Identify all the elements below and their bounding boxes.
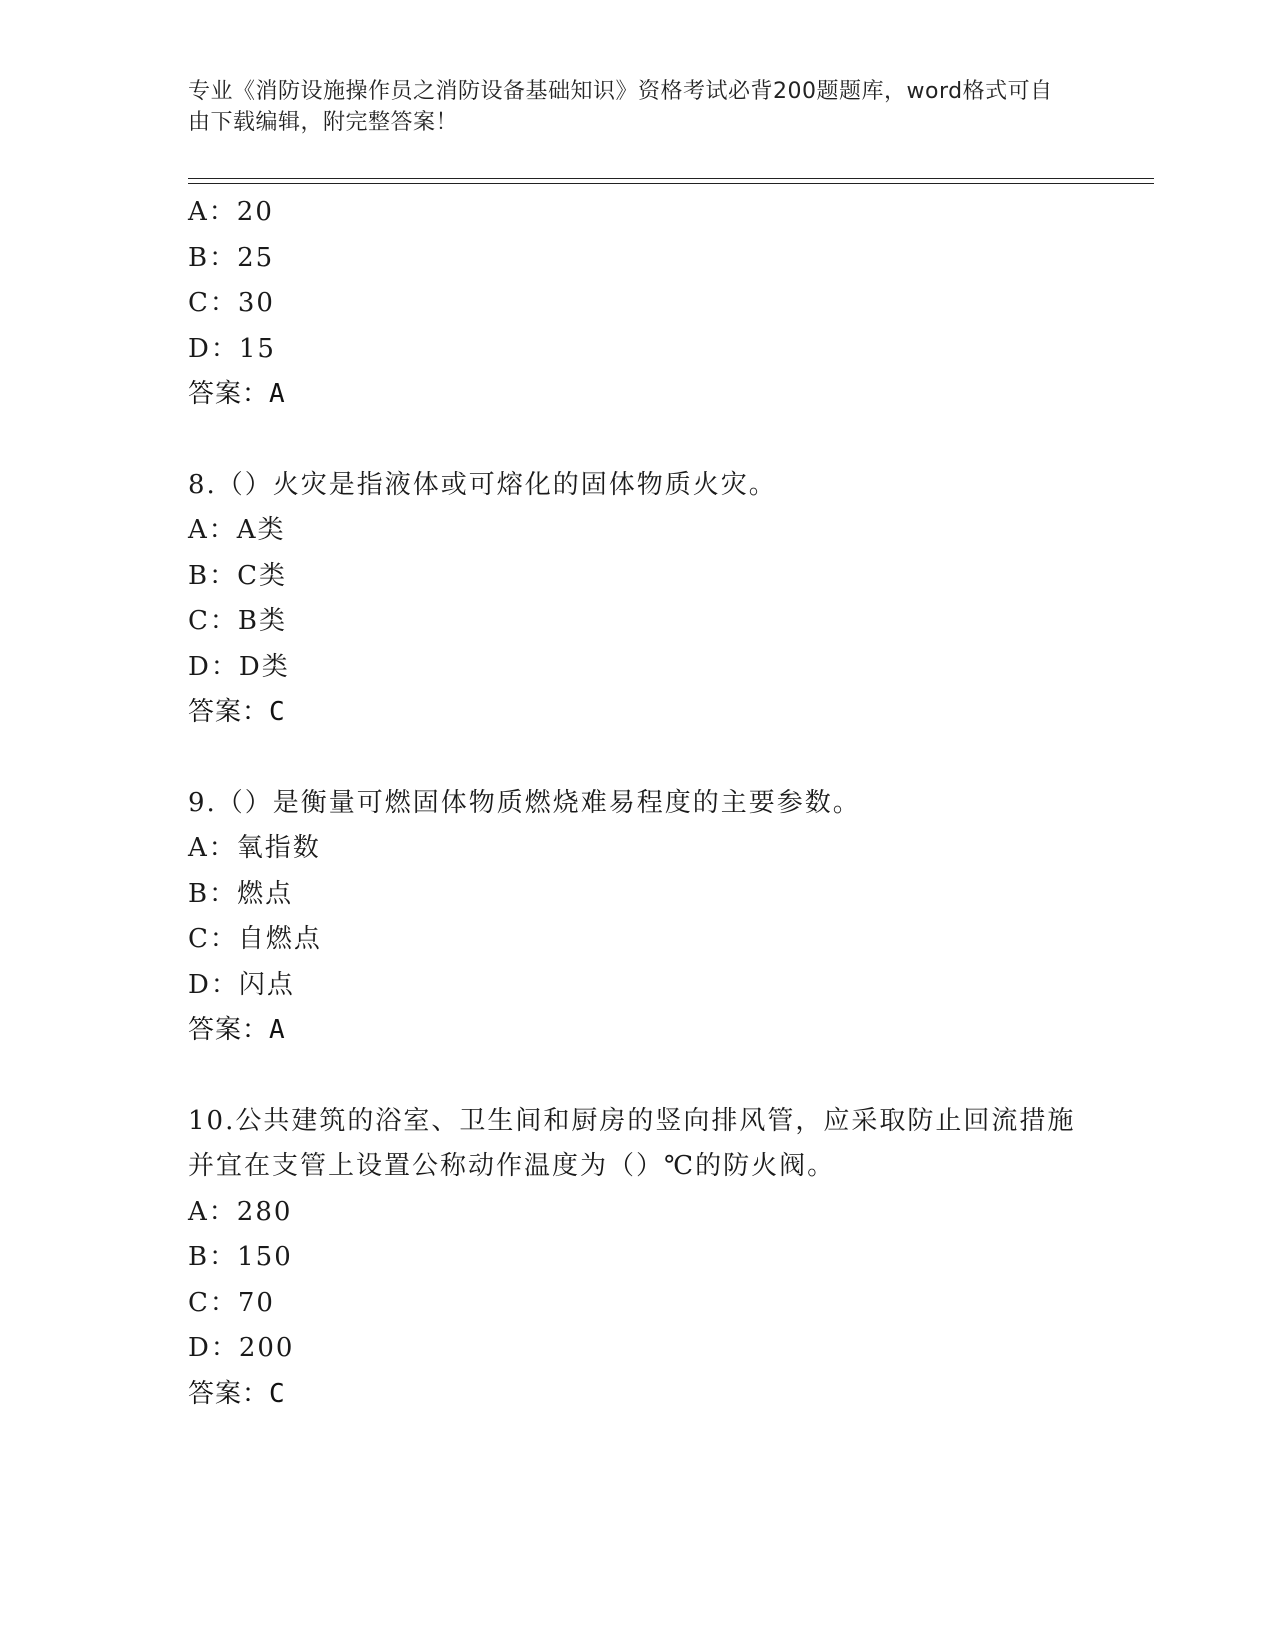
question-8 <box>188 463 1088 736</box>
question-text: 9.（）是衡量可燃固体物质燃烧难易程度的主要参数。 <box>188 787 861 818</box>
option-a: A：A类 <box>188 515 286 545</box>
question-list <box>188 190 1088 1417</box>
option-d: D：闪点 <box>188 969 295 1000</box>
option-c: C：30 <box>188 288 275 318</box>
answer-line: 答案：A <box>188 379 286 409</box>
question-partial <box>188 190 1088 418</box>
option-c: C：自燃点 <box>188 924 322 954</box>
option-b: B：燃点 <box>188 878 294 909</box>
question-text: 8.（）火灾是指液体或可熔化的固体物质火灾。 <box>188 469 777 500</box>
question-9 <box>188 781 1088 1054</box>
option-b: B：25 <box>188 242 275 273</box>
answer-line: 答案：C <box>188 697 286 727</box>
option-d: D：D类 <box>188 651 290 682</box>
option-c: C：B类 <box>188 606 288 636</box>
option-b: B：150 <box>188 1242 293 1272</box>
option-b: B：C类 <box>188 560 288 591</box>
header-divider-bottom <box>188 183 1154 184</box>
question-10 <box>188 1099 1088 1418</box>
option-d: D：200 <box>188 1333 295 1363</box>
answer-line: 答案：C <box>188 1378 286 1409</box>
document-header: 专业《消防设施操作员之消防设备基础知识》资格考试必背200题题库，word格式可自由下载编辑，附完整答案！ <box>188 79 1053 135</box>
header-divider-top <box>188 178 1154 179</box>
option-d: D：15 <box>188 333 276 364</box>
option-a: A：氧指数 <box>188 833 321 863</box>
answer-line: 答案：A <box>188 1015 286 1045</box>
option-a: A：20 <box>188 197 274 227</box>
question-text: 10.公共建筑的浴室、卫生间和厨房的竖向排风管，应采取防止回流措施并宜在支管上设置公称动作温度为（）℃的防火阀。 <box>188 1105 1076 1181</box>
option-a: A：280 <box>188 1196 293 1227</box>
option-c: C：70 <box>188 1287 275 1318</box>
